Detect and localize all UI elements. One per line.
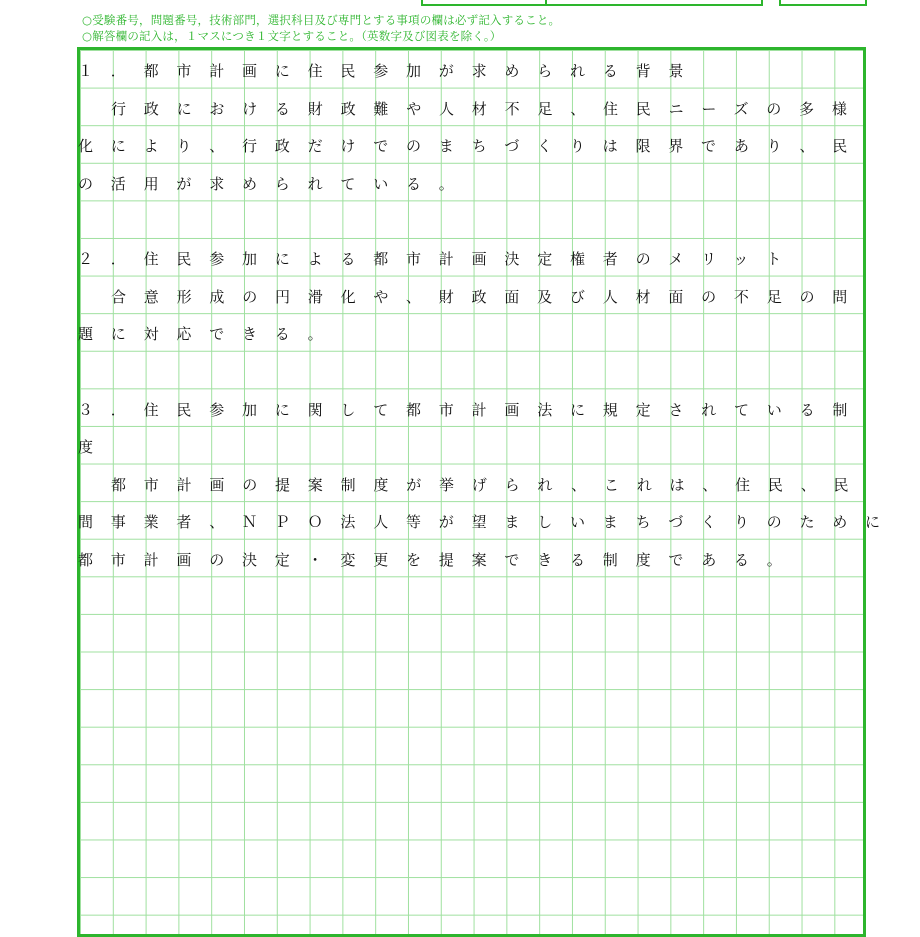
section-3-heading: ３．住民参加に関して都市計画法に規定されている制 bbox=[78, 400, 866, 419]
answer-line bbox=[78, 466, 865, 504]
instruction-note-1: ○受験番号，問題番号，技術部門，選択科目及び専門とする事項の欄は必ず記入すること。 bbox=[82, 13, 561, 27]
answer-line bbox=[78, 428, 865, 466]
blank-line bbox=[78, 202, 865, 240]
answer-line bbox=[78, 165, 865, 203]
instructions bbox=[82, 12, 560, 44]
answer-line bbox=[78, 52, 865, 90]
section-1-text: 化により、行政だけでのまちづくりは限界であり、民 bbox=[78, 137, 866, 156]
answer-line bbox=[78, 90, 865, 128]
section-1-text: 行政における財政難や人材不足、住民ニーズの多様 bbox=[111, 99, 865, 118]
blank-line bbox=[78, 353, 865, 391]
answer-line bbox=[78, 127, 865, 165]
section-2-heading: ２．住民参加による都市計画決定権者のメリット bbox=[78, 250, 800, 269]
section-1-text: の活用が求められている。 bbox=[78, 175, 472, 194]
section-3-text: 都市計画の決定・変更を提案できる制度である。 bbox=[78, 551, 800, 570]
answer-line bbox=[78, 503, 898, 541]
exam-info-box bbox=[421, 0, 763, 6]
exam-info-divider bbox=[545, 0, 547, 4]
section-2-text: 題に対応できる。 bbox=[78, 325, 341, 344]
answer-line bbox=[78, 315, 865, 353]
section-3-heading: 度 bbox=[78, 438, 111, 457]
section-3-text: 間事業者、ＮＰＯ法人等が望ましいまちづくりのために bbox=[78, 513, 898, 532]
section-3-text: 都市計画の提案制度が挙げられ、これは、住民、民 bbox=[111, 475, 867, 494]
answer-line bbox=[78, 541, 865, 579]
answer-text bbox=[78, 52, 898, 578]
answer-line bbox=[78, 240, 865, 278]
answer-line bbox=[78, 278, 865, 316]
section-2-text: 合意形成の円滑化や、財政面及び人材面の不足の問 bbox=[111, 287, 866, 306]
page-number-box bbox=[779, 0, 867, 6]
instruction-note-2: ○解答欄の記入は，１マスにつき１文字とすること。（英数字及び図表を除く。） bbox=[82, 29, 502, 43]
answer-line bbox=[78, 390, 865, 428]
section-1-heading: １．都市計画に住民参加が求められる背景 bbox=[78, 62, 702, 81]
